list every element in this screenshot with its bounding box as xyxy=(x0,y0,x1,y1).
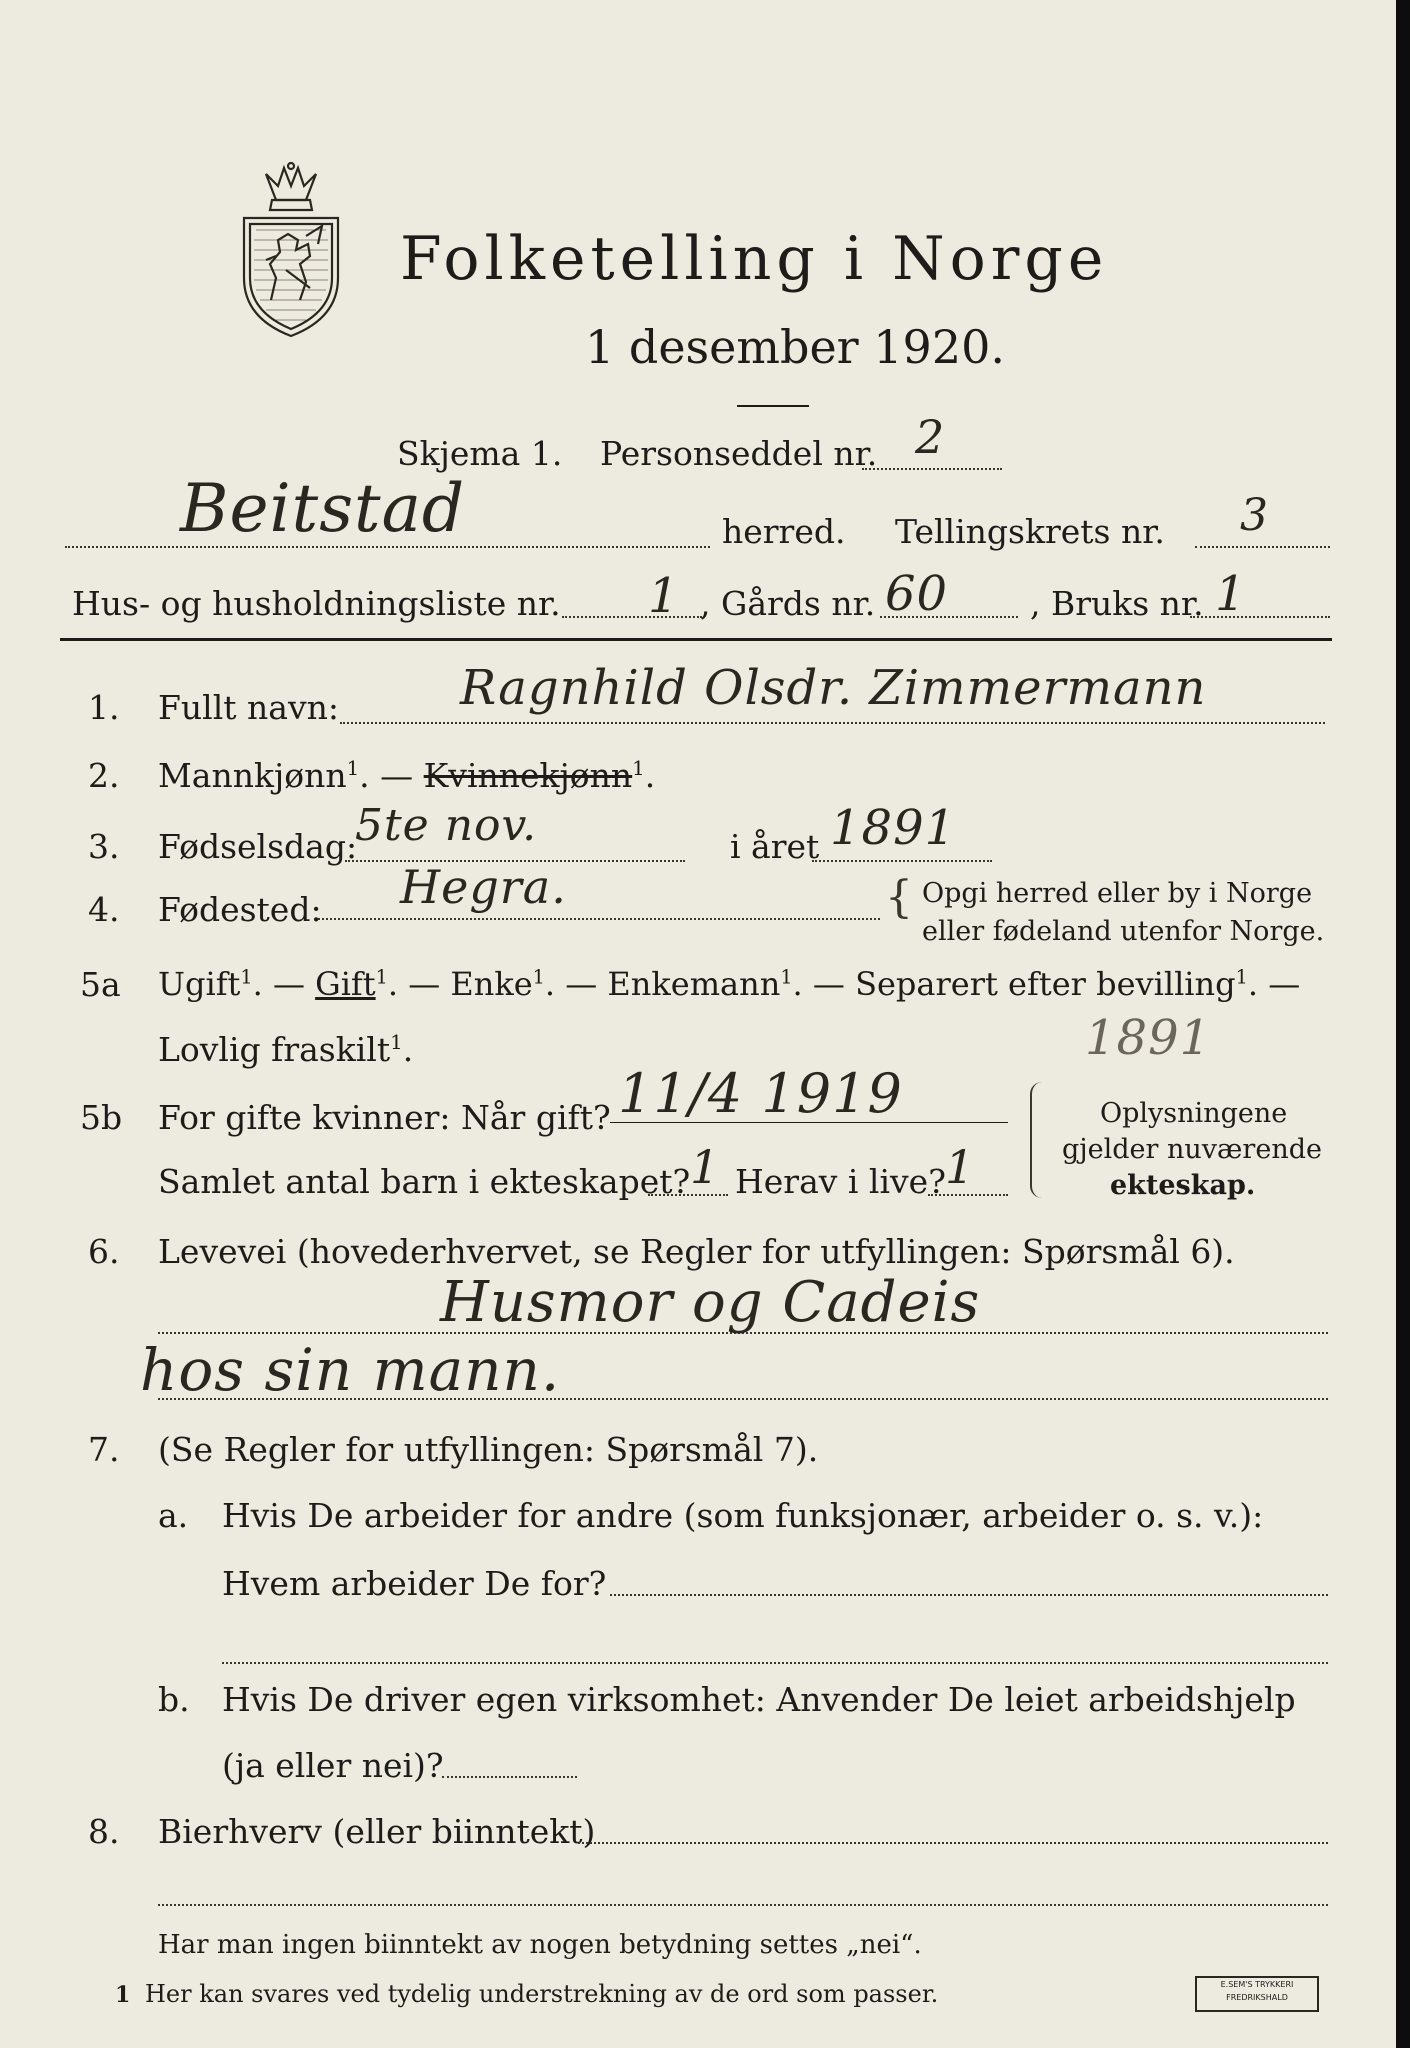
q1-value[interactable]: Ragnhild Olsdr. Zimmermann xyxy=(460,660,1207,716)
q7b-label: Hvis De driver egen virksomhet: Anvender De leiet arbeidshjelp xyxy=(222,1680,1296,1719)
q5a-gift[interactable]: Gift xyxy=(315,965,376,1003)
q5b-note-1: Oplysningene xyxy=(1100,1098,1288,1129)
q7-number: 7. xyxy=(88,1430,120,1469)
q7b-number: b. xyxy=(158,1680,190,1719)
q2-number: 2. xyxy=(88,756,120,795)
q7b-dots[interactable] xyxy=(442,1776,577,1778)
q2-female[interactable]: Kvinnekjønn xyxy=(423,756,633,795)
q5a-ugift[interactable]: Ugift xyxy=(158,965,241,1003)
q3-year-value[interactable]: 1891 xyxy=(830,800,957,856)
herred-value[interactable]: Beitstad xyxy=(180,470,466,547)
gards-value[interactable]: 60 xyxy=(885,566,949,622)
q5a-options: Ugift$^1$. — Gift$^1$. — Enke$^1$. — Enkemann$^1$. — Separert efter bevilling$^1$. — xyxy=(158,965,1301,1003)
q4-dots xyxy=(318,918,880,920)
q5b-children-dots xyxy=(648,1194,728,1196)
q4-brace: { xyxy=(885,872,913,923)
q3-year-dots xyxy=(812,860,992,862)
q1-number: 1. xyxy=(88,688,120,727)
q5b-alive-label: Herav i live? xyxy=(735,1162,946,1201)
q8-number: 8. xyxy=(88,1812,120,1851)
q6-label: Levevei (hovederhvervet, se Regler for utfyllingen: Spørsmål 6). xyxy=(158,1232,1235,1271)
husliste-value[interactable]: 1 xyxy=(648,568,680,624)
printer-stamp: E.SEM'S TRYKKERI FREDRIKSHALD xyxy=(1195,1976,1319,2012)
q4-note-2: eller fødeland utenfor Norge. xyxy=(922,916,1325,947)
q7-label: (Se Regler for utfyllingen: Spørsmål 7). xyxy=(158,1430,819,1469)
q5b-children-label: Samlet antal barn i ekteskapet? xyxy=(158,1162,691,1201)
q5b-note-2: gjelder nuværende xyxy=(1062,1134,1322,1165)
footnote-mark: 1 xyxy=(115,1982,131,2008)
q7b-sub-label: (ja eller nei)? xyxy=(222,1746,444,1785)
q5b-label: For gifte kvinner: Når gift? xyxy=(158,1098,611,1137)
form-date: 1 desember 1920. xyxy=(585,320,1005,374)
q4-number: 4. xyxy=(88,890,120,929)
q5a-enke[interactable]: Enke xyxy=(450,965,533,1003)
coat-of-arms-icon xyxy=(226,160,356,340)
tellingskrets-value[interactable]: 3 xyxy=(1240,490,1269,541)
q3-number: 3. xyxy=(88,827,120,866)
q8-dots-1[interactable] xyxy=(578,1842,1328,1844)
header-rule xyxy=(60,638,1332,641)
form-title: Folketelling i Norge xyxy=(400,224,1109,294)
q5b-alive-value[interactable]: 1 xyxy=(945,1140,976,1194)
q3-label: Fødselsdag: xyxy=(158,827,358,866)
q6-value-1[interactable]: Husmor og Cadeis xyxy=(440,1270,981,1335)
q5b-alive-dots xyxy=(928,1194,1008,1196)
q7a-dots-1[interactable] xyxy=(610,1594,1328,1596)
q5a-separert[interactable]: Separert efter bevilling xyxy=(855,965,1236,1003)
title-divider xyxy=(737,405,809,407)
q4-label: Fødested: xyxy=(158,890,322,929)
q5a-fraskilt[interactable]: Lovlig fraskilt xyxy=(158,1030,391,1069)
personseddel-label: Personseddel nr. xyxy=(600,434,878,473)
bruks-dots xyxy=(1190,616,1330,618)
q2-male[interactable]: Mannkjønn xyxy=(158,756,347,795)
q7a-label: Hvis De arbeider for andre (som funksjonær, arbeider o. s. v.): xyxy=(222,1496,1264,1535)
husliste-label: Hus- og husholdningsliste nr. xyxy=(72,584,561,623)
q5b-note-3: ekteskap. xyxy=(1110,1170,1256,1201)
q5a-enkemann[interactable]: Enkemann xyxy=(607,965,781,1003)
personseddel-value[interactable]: 2 xyxy=(915,410,946,464)
husliste-dots xyxy=(562,616,702,618)
q4-value[interactable]: Hegra. xyxy=(400,860,567,914)
q4-note-1: Opgi herred eller by i Norge xyxy=(922,878,1313,909)
q1-dots xyxy=(340,722,1325,724)
q1-label: Fullt navn: xyxy=(158,688,339,727)
bruks-value[interactable]: 1 xyxy=(1215,566,1247,622)
q5b-bracket xyxy=(1030,1082,1046,1198)
footnote-text: Her kan svares ved tydelig understrekning av de ord som passer. xyxy=(145,1980,939,2008)
q3-year-label: i året xyxy=(730,827,820,866)
footer-note: Har man ingen biinntekt av nogen betydning settes „nei“. xyxy=(158,1930,922,1960)
q2-options: Mannkjønn$^1$. — Kvinnekjønn$^1$. xyxy=(158,756,656,795)
herred-label: herred. xyxy=(722,512,846,551)
q5a-margin-note: 1891 xyxy=(1085,1010,1212,1066)
tellingskrets-label: Tellingskrets nr. xyxy=(895,512,1165,551)
tellingskrets-dots xyxy=(1195,546,1330,548)
personseddel-dots xyxy=(862,468,1002,470)
q8-label: Bierhverv (eller biinntekt) xyxy=(158,1812,596,1851)
bruks-label: , Bruks nr. xyxy=(1030,584,1204,623)
q5a-fraskilt-row: Lovlig fraskilt$^1$. xyxy=(158,1030,414,1069)
q3-day-value[interactable]: 5te nov. xyxy=(355,800,538,851)
skjema-label: Skjema 1. xyxy=(397,434,563,473)
gards-label: , Gårds nr. xyxy=(700,584,876,623)
q5b-children-value[interactable]: 1 xyxy=(690,1140,721,1194)
q7a-sub-label: Hvem arbeider De for? xyxy=(222,1564,607,1603)
q5a-number: 5a xyxy=(80,965,121,1004)
q7a-number: a. xyxy=(158,1496,189,1535)
q8-dots-2[interactable] xyxy=(158,1904,1328,1906)
q6-value-2[interactable]: hos sin mann. xyxy=(140,1336,561,1404)
q6-number: 6. xyxy=(88,1232,120,1271)
q5b-married-value[interactable]: 11/4 1919 xyxy=(618,1062,903,1125)
q5b-number: 5b xyxy=(80,1098,123,1137)
q7a-dots-2[interactable] xyxy=(222,1662,1328,1664)
